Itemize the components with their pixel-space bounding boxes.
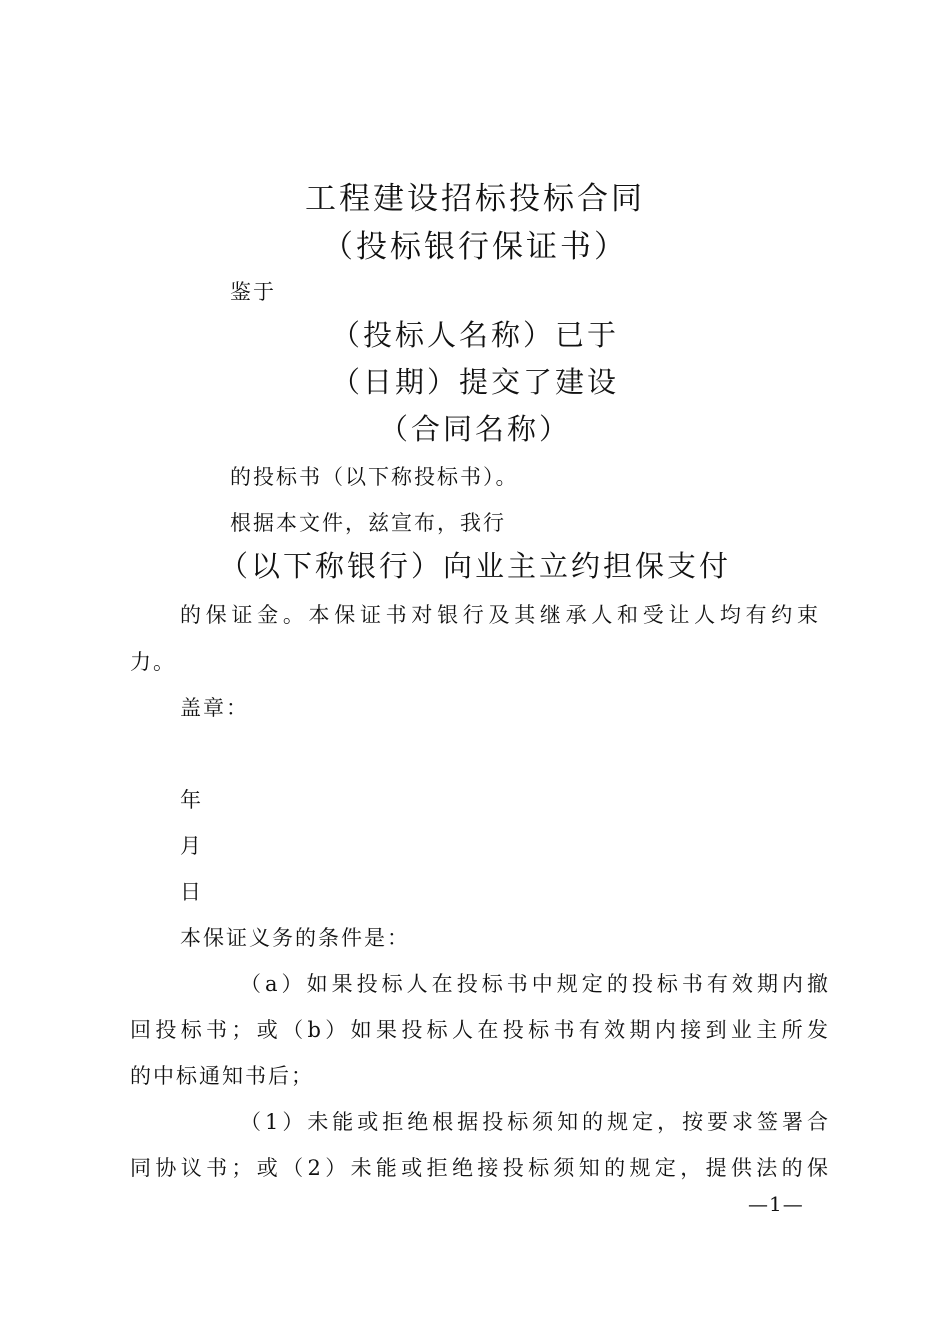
text-line: 鉴于: [230, 280, 276, 304]
text-line: 同协议书；或（2）未能或拒绝接投标须知的规定，提供法的保: [130, 1156, 830, 1180]
text-line: （合同名称）: [378, 412, 571, 446]
date-year-label: 年: [180, 788, 203, 812]
text-line: （投标人名称）已于: [330, 318, 619, 352]
document-subtitle: （投标银行保证书）: [322, 229, 628, 265]
date-month-label: 月: [180, 834, 203, 858]
text-line: （以下称银行）向业主立约担保支付: [218, 549, 731, 583]
seal-label: 盖章：: [180, 696, 249, 720]
document-title: 工程建设招标投标合同: [305, 181, 645, 217]
text-line: 回投标书；或（b）如果投标人在投标书有效期内接到业主所发: [130, 1018, 830, 1042]
text-line: 力。: [130, 650, 176, 674]
text-line: 的中标通知书后；: [130, 1064, 314, 1088]
section-heading: 本保证义务的条件是：: [180, 926, 410, 950]
date-day-label: 日: [180, 880, 203, 904]
text-line: 的投标书（以下称投标书）。: [230, 465, 519, 489]
text-line: （a）如果投标人在投标书中规定的投标书有效期内撤: [240, 972, 830, 996]
text-line: （1）未能或拒绝根据投标须知的规定，按要求签署合: [240, 1110, 830, 1134]
page-number: —1—: [748, 1192, 804, 1216]
text-line: （日期）提交了建设: [330, 365, 619, 399]
text-line: 的保证金。本保证书对银行及其继承人和受让人均有约束: [180, 603, 820, 627]
text-line: 根据本文件，兹宣布，我行: [230, 511, 506, 535]
